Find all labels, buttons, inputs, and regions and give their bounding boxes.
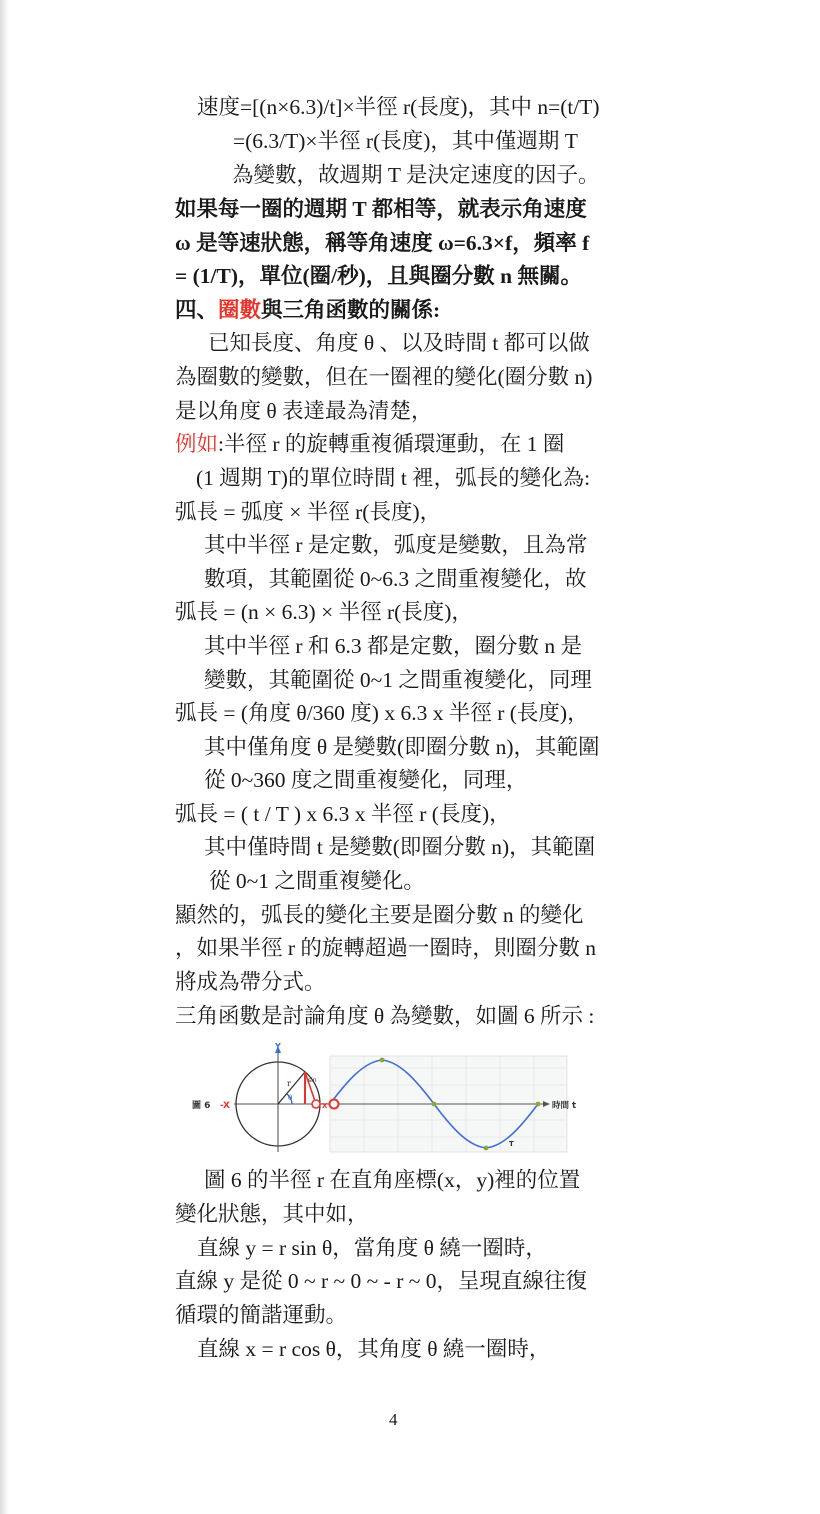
- text-line-bold: 如果每一圈的週期 T 都相等，就表示角速度: [175, 197, 587, 221]
- text-line: 圖 6 的半徑 r 在直角座標(x，y)裡的位置: [204, 1168, 581, 1192]
- text-line: 直線 y 是從 0 ~ r ~ 0 ~ - r ~ 0，呈現直線往復: [175, 1269, 588, 1293]
- period-label: T: [509, 1140, 514, 1148]
- text-line: 顯然的，弧長的變化主要是圈分數 n 的變化: [175, 903, 584, 927]
- formula-line: 弧長 = (角度 θ/360 度) x 6.3 x 半徑 r (長度)，: [175, 701, 589, 725]
- text-line: (1 週期 T)的單位時間 t 裡，弧長的變化為:: [196, 466, 591, 490]
- wave-peak-point: [380, 1058, 385, 1063]
- figure-label: 圖 6: [192, 1101, 211, 1111]
- y-axis-label: Y: [275, 1042, 281, 1051]
- section-keyword: 圈數: [218, 298, 262, 322]
- radius-label: r: [287, 1079, 291, 1088]
- text-line: 從 0~360 度之間重複變化，同理，: [204, 768, 528, 792]
- text-line: 已知長度、角度 θ 、以及時間 t 都可以做: [208, 331, 590, 355]
- formula-line: 弧長 = (n × 6.3) × 半徑 r(長度)，: [175, 600, 473, 624]
- text-line: 循環的簡諧運動。: [175, 1303, 348, 1327]
- sin-label: sin: [308, 1077, 317, 1084]
- text-line: 三角函數是討論角度 θ 為變數，如圖 6 所示 :: [175, 1004, 595, 1028]
- text-line-bold: ω 是等速狀態，稱等角速度 ω=6.3×f，頻率 f: [175, 231, 590, 255]
- x-label: X: [322, 1102, 328, 1110]
- text-line: =(6.3/T)×半徑 r(長度)，其中僅週期 T: [233, 129, 578, 153]
- text-line: 從 0~1 之間重複變化。: [209, 869, 425, 893]
- theta-label: θ: [288, 1094, 293, 1102]
- text-line: 數項，其範圍從 0~6.3 之間重複變化，故: [204, 567, 587, 591]
- figure-6-unit-circle-sine: [188, 1040, 588, 1158]
- example-label: 例如: [175, 432, 219, 456]
- text-line: 速度=[(n×6.3)/t]×半徑 r(長度)，其中 n=(t/T): [197, 95, 600, 119]
- wave-trough-point: [484, 1146, 489, 1151]
- x-marker-2: [330, 1100, 339, 1109]
- text-line: 其中僅角度 θ 是變數(即圈分數 n)，其範圍: [204, 735, 600, 759]
- text-line: 為變數，故週期 T 是決定速度的因子。: [232, 163, 600, 187]
- text-line: 為圈數的變數，但在一圈裡的變化(圈分數 n): [175, 365, 593, 389]
- example-text: :半徑 r 的旋轉重複循環運動，在 1 圈: [218, 432, 565, 456]
- wave-zero-point: [432, 1102, 437, 1107]
- text-line: 其中僅時間 t 是變數(即圈分數 n)，其範圍: [204, 835, 596, 859]
- text-line: 是以角度 θ 表達最為清楚，: [175, 399, 433, 423]
- formula-line: 直線 x = r cos θ，其角度 θ 繞一圈時，: [197, 1337, 551, 1361]
- formula-line: 弧長 = ( t / T ) x 6.3 x 半徑 r (長度)，: [175, 802, 511, 826]
- neg-x-label: -X: [220, 1101, 230, 1111]
- text-line: 其中半徑 r 是定數，弧度是變數，且為常: [204, 533, 588, 557]
- x-marker-1: [312, 1100, 320, 1108]
- page-number: 4: [389, 1410, 398, 1429]
- text-line: ，如果半徑 r 的旋轉超過一圈時，則圈分數 n: [175, 936, 597, 960]
- text-line-bold: = (1/T)，單位(圈/秒)，且與圈分數 n 無關。: [175, 264, 583, 288]
- time-axis-label: 時間 t: [552, 1101, 577, 1111]
- figure-6-svg: [188, 1040, 588, 1158]
- wave-end-point: [536, 1102, 541, 1107]
- section-number: 四、: [175, 298, 219, 322]
- example-line: [175, 429, 564, 459]
- text-line: 變化狀態，其中如，: [175, 1202, 369, 1226]
- formula-line: 直線 y = r sin θ，當角度 θ 繞一圈時，: [197, 1236, 547, 1260]
- section-title: 與三角函數的關係:: [261, 298, 441, 322]
- text-line: 將成為帶分式。: [175, 970, 326, 994]
- text-line: 變數，其範圍從 0~1 之間重複變化，同理: [204, 668, 592, 692]
- formula-line: 弧長 = 弧度 × 半徑 r(長度)，: [175, 500, 442, 524]
- text-line: 其中半徑 r 和 6.3 都是定數，圈分數 n 是: [204, 634, 583, 658]
- section-heading: [175, 295, 440, 325]
